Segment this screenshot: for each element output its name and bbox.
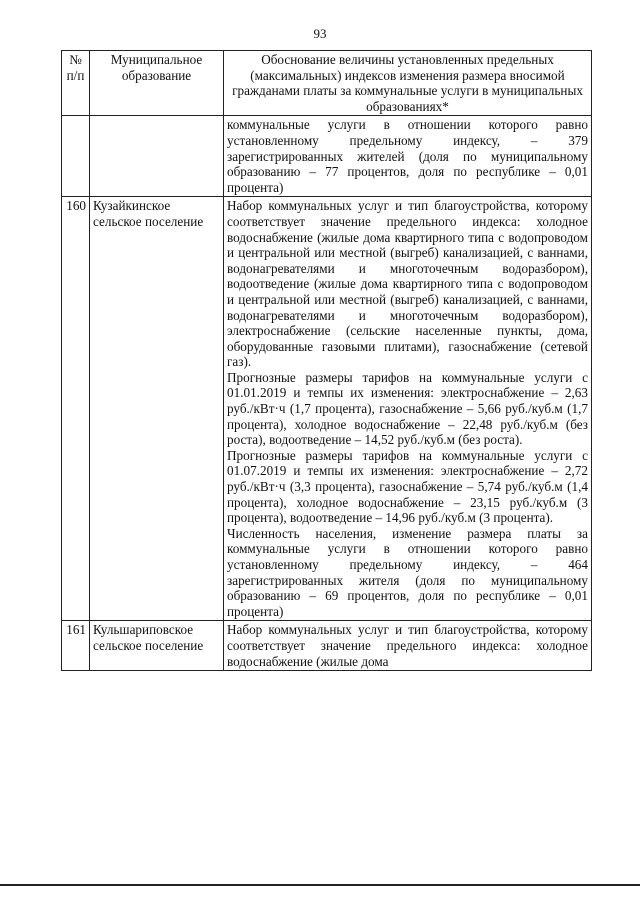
header-number: № п/п [62,51,90,116]
page-bottom-rule [0,884,640,886]
tariff-justification-table [61,50,592,671]
header-municipality: Муниципальное образование [90,51,224,116]
header-justification: Обоснование величины установленных предельных (максимальных) индексов изменения размера вносимой гражданами платы за коммунальные услуги в муниципальных образованиях* [224,51,592,116]
row-number: 160 [62,197,90,621]
justification-paragraph: Прогнозные размеры тарифов на коммунальные услуги с 01.01.2019 и темпы их изменения: электроснабжение – 2,63 руб./кВт·ч (1,7 процента), газоснабжение – 5,66 руб./куб.м (1,7 процента), холодное водоснабжение – 22,48 руб./куб.м (без роста), водоотведение – 14,52 руб./куб.м (без роста). [227,369,588,448]
justification-paragraph: коммунальные услуги в отношении которого равно установленному предельному индексу, – 379 зарегистрированных жителей (доля по муниципальному образованию – 77 процентов, доля по республике – 0,01 процента) [227,117,588,195]
row-municipality: Кузайкинское сельское поселение [90,197,224,621]
table-header-row [62,51,592,116]
justification-paragraph: Набор коммунальных услуг и тип благоустройства, которому соответствует значение предельного индекса: холодное водоснабжение (жилые дома квартирного типа с водопроводом и центральной или местной (выгреб) канализацией, с ваннами, водонагревателями и многоточечным водоразбором), водоотведение (жилые дома квартирного типа с водопроводом и центральной или местной (выгреб) канализацией, с ваннами, водонагревателями и многоточечным водоразбором), электроснабжение (сельские населенные пункты, дома, оборудованные газовыми плитами), газоснабжение (сетевой газ). [227,198,588,370]
row-justification [224,197,592,621]
page-number: 93 [313,26,327,41]
table-row [62,197,592,621]
row-municipality: Кульшариповское сельское поселение [90,621,224,671]
row-justification [224,116,592,197]
justification-paragraph: Набор коммунальных услуг и тип благоустройства, которому соответствует значение предельного индекса: холодное водоснабжение (жилые дома [227,622,588,669]
justification-paragraph: Прогнозные размеры тарифов на коммунальные услуги с 01.07.2019 и темпы их изменения: электроснабжение – 2,72 руб./кВт·ч (3,3 процента), газоснабжение – 5,74 руб./куб.м (1,4 процента), холодное водоснабжение – 23,15 руб./куб.м (3 процента), водоотведение – 14,96 руб./куб.м (3 процента). [227,447,588,526]
table-row [62,621,592,671]
row-number [62,116,90,197]
row-justification [224,621,592,671]
justification-paragraph: Численность населения, изменение размера платы за коммунальные услуги в отношении которого равно установленному предельному индексу, – 464 зарегистрированных жителя (доля по муниципальному образованию – 69 процентов, доля по республике – 0,01 процента) [227,525,588,619]
row-number: 161 [62,621,90,671]
table-row [62,116,592,197]
row-municipality [90,116,224,197]
